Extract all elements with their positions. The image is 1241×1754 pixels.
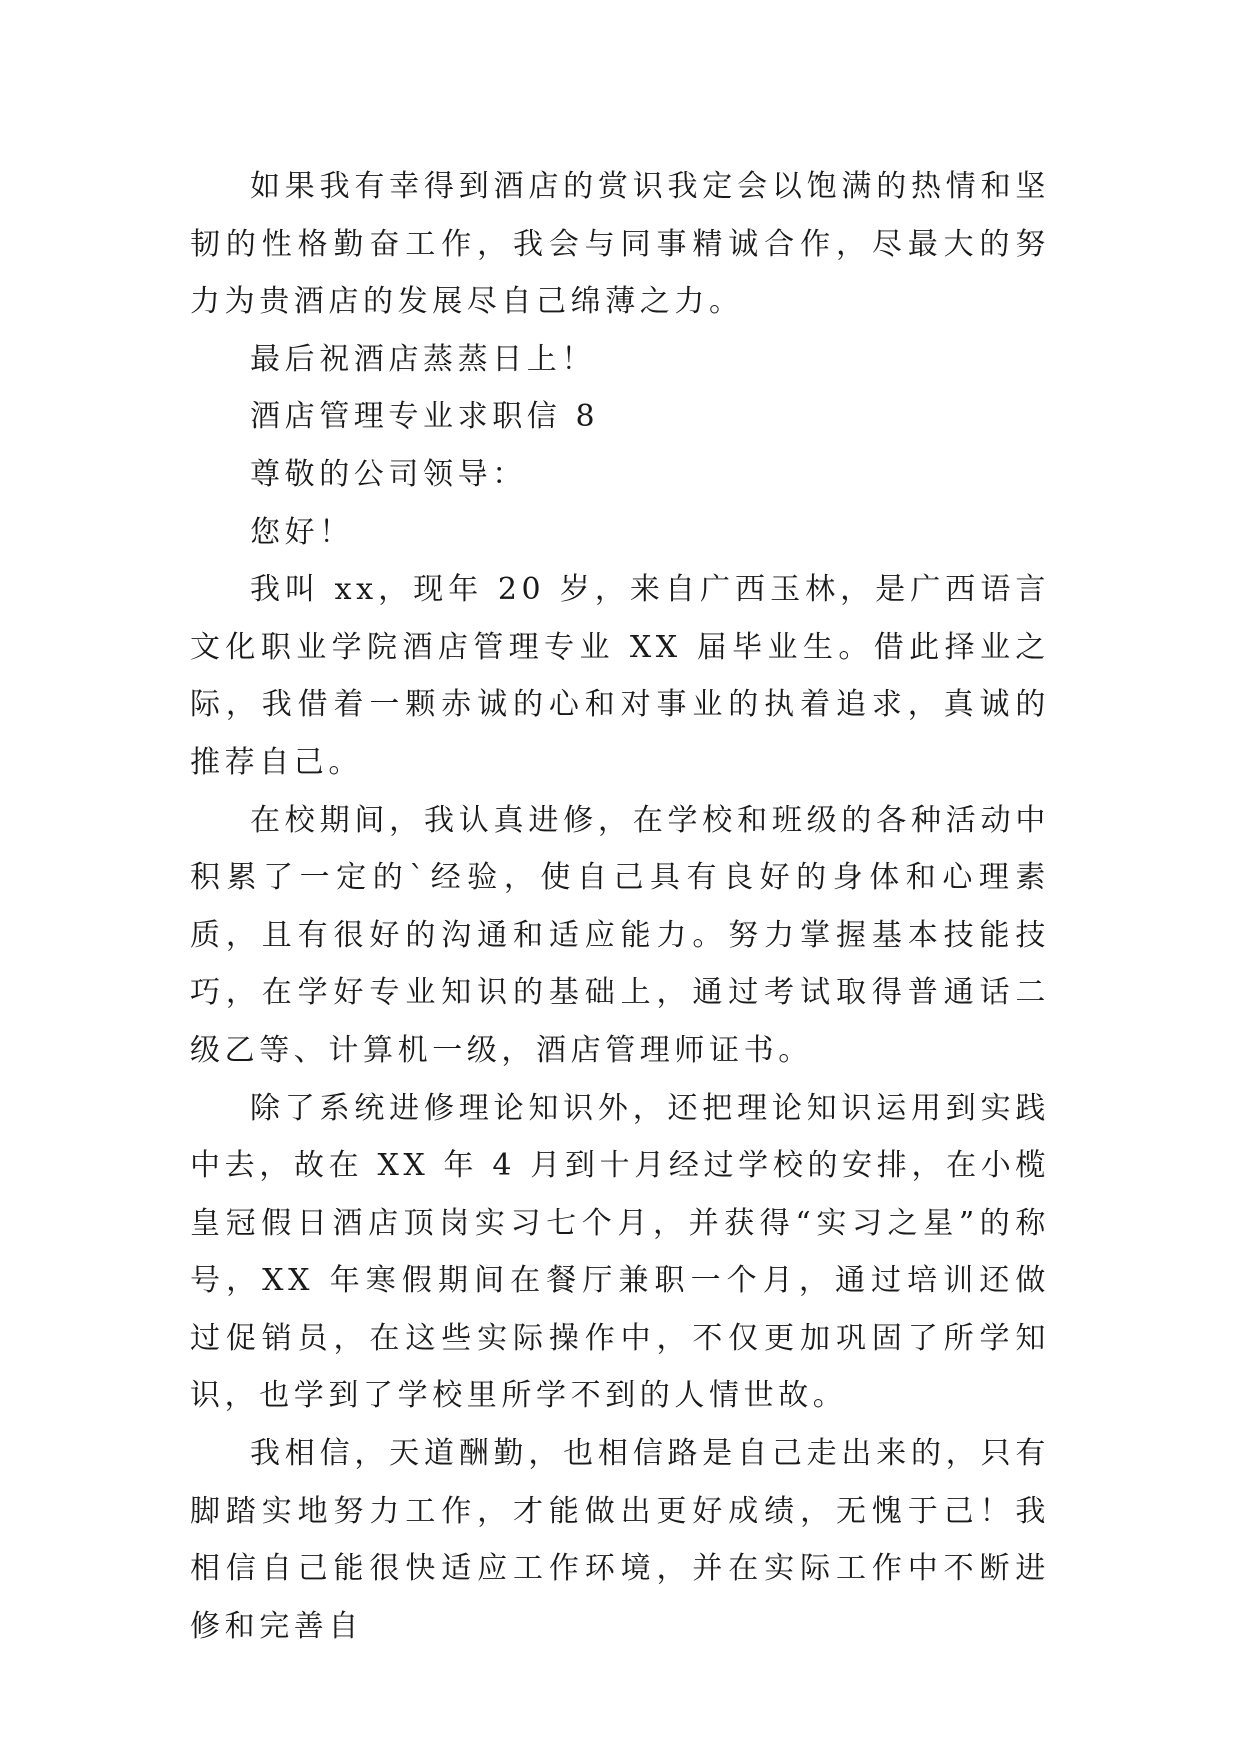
document-body [190,158,1050,1655]
paragraph-practice: 除了系统进修理论知识外，还把理论知识运用到实践中去，故在 XX 年 4 月到十月经过学校的安排，在小榄皇冠假日酒店顶岗实习七个月，并获得“实习之星”的称号，XX 年寒假期间在餐厅兼职一个月，通过培训还做过促销员，在这些实际操作中，不仅更加巩固了所学知识，也学到了学校里所学不到的人情世故。 [190,1090,1050,1414]
paragraph-school-period: 在校期间，我认真进修，在学校和班级的各种活动中积累了一定的`经验，使自己具有良好的身体和心理素质，且有很好的沟通和适应能力。努力掌握基本技能技巧，在学好专业知识的基础上，通过考试取得普通话二级乙等、计算机一级，酒店管理师证书。 [190,802,1050,1068]
paragraph-hotel-commitment: 如果我有幸得到酒店的赏识我定会以饱满的热情和坚韧的性格勤奋工作，我会与同事精诚合作，尽最大的努力为贵酒店的发展尽自己绵薄之力。 [190,169,1050,320]
letter-title: 酒店管理专业求职信 8 [250,399,600,435]
paragraph-belief: 我相信，天道酬勤，也相信路是自己走出来的，只有脚踏实地努力工作，才能做出更好成绩，无愧于己！我相信自己能很快适应工作环境，并在实际工作中不断进修和完善自 [190,1436,1050,1644]
letter-salutation: 尊敬的公司领导： [250,456,527,492]
paragraph-introduction: 我叫 xx，现年 20 岁，来自广西玉林，是广西语言文化职业学院酒店管理专业 XX 届毕业生。借此择业之际，我借着一颗赤诚的心和对事业的执着追求，真诚的推荐自己。 [190,572,1050,780]
letter-greeting: 您好！ [250,514,354,550]
paragraph-closing-wish: 最后祝酒店蒸蒸日上！ [250,341,596,377]
